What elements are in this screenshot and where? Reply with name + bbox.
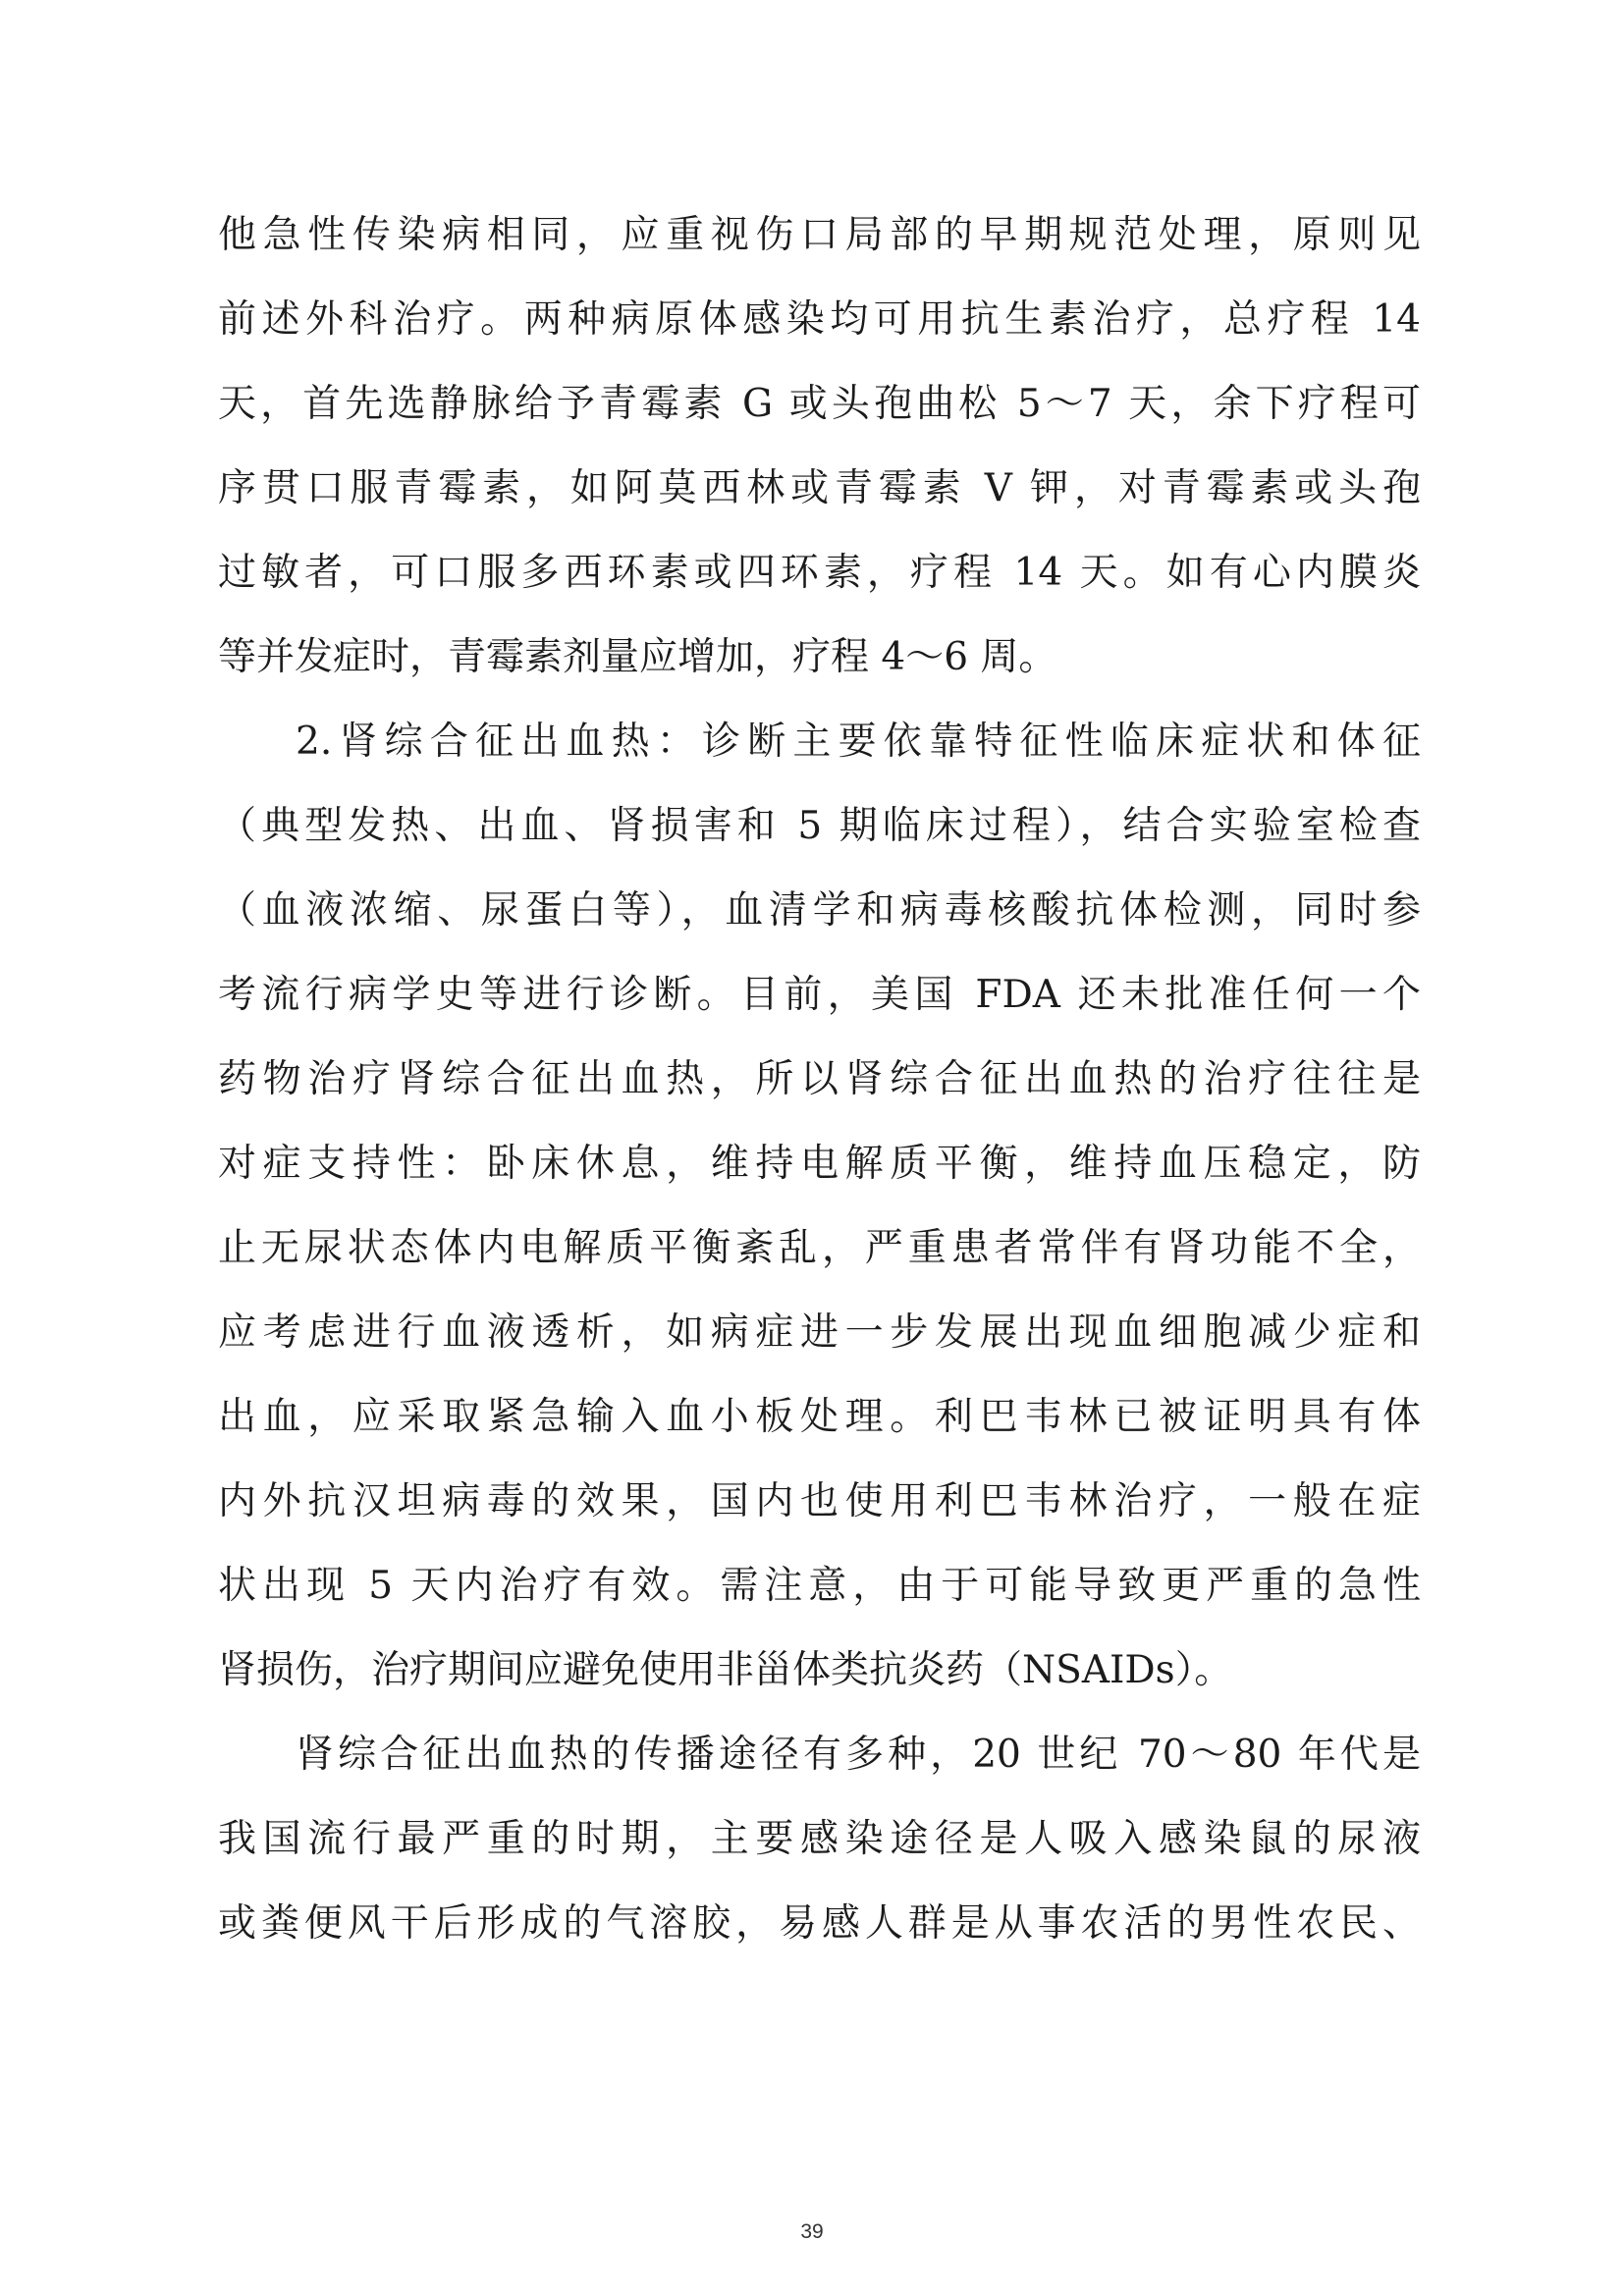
text-line: 过敏者，可口服多西环素或四环素，疗程 14 天。如有心内膜炎 xyxy=(218,551,1421,595)
text-line: 序贯口服青霉素，如阿莫西林或青霉素 V 钾，对青霉素或头孢 xyxy=(218,466,1421,510)
text-line: 内外抗汉坦病毒的效果，国内也使用利巴韦林治疗，一般在症 xyxy=(218,1479,1421,1523)
text-line: （血液浓缩、尿蛋白等），血清学和病毒核酸抗体检测，同时参 xyxy=(218,888,1421,933)
text-line: 应考虑进行血液透析，如病症进一步发展出现血细胞减少症和 xyxy=(218,1310,1421,1355)
text-line: 出血，应采取紧急输入血小板处理。利巴韦林已被证明具有体 xyxy=(218,1395,1421,1439)
text-line: 天，首先选静脉给予青霉素 G 或头孢曲松 5～7 天，余下疗程可 xyxy=(218,382,1421,426)
text-line: 止无尿状态体内电解质平衡紊乱，严重患者常伴有肾功能不全， xyxy=(218,1226,1421,1270)
text-line: 等并发症时，青霉素剂量应增加，疗程 4～6 周。 xyxy=(218,635,1057,679)
text-line: 药物治疗肾综合征出血热，所以肾综合征出血热的治疗往往是 xyxy=(218,1057,1421,1101)
text-line: 2.肾综合征出血热：诊断主要依靠特征性临床症状和体征 xyxy=(296,720,1421,764)
text-line: 考流行病学史等进行诊断。目前，美国 FDA 还未批准任何一个 xyxy=(218,973,1421,1017)
text-line: 对症支持性：卧床休息，维持电解质平衡，维持血压稳定，防 xyxy=(218,1142,1421,1186)
text-line: 他急性传染病相同，应重视伤口局部的早期规范处理，原则见 xyxy=(218,213,1421,257)
text-line: 前述外科治疗。两种病原体感染均可用抗生素治疗，总疗程 14 xyxy=(218,297,1421,342)
text-line: 肾综合征出血热的传播途径有多种，20 世纪 70～80 年代是 xyxy=(296,1733,1421,1777)
page-number: 39 xyxy=(800,2220,824,2243)
text-line: （典型发热、出血、肾损害和 5 期临床过程），结合实验室检查 xyxy=(218,804,1421,848)
text-line: 肾损伤，治疗期间应避免使用非甾体类抗炎药（NSAIDs）。 xyxy=(218,1648,1233,1692)
text-line: 或粪便风干后形成的气溶胶，易感人群是从事农活的男性农民、 xyxy=(218,1901,1421,1946)
text-line: 状出现 5 天内治疗有效。需注意，由于可能导致更严重的急性 xyxy=(218,1564,1421,1608)
text-line: 我国流行最严重的时期，主要感染途径是人吸入感染鼠的尿液 xyxy=(218,1817,1421,1861)
